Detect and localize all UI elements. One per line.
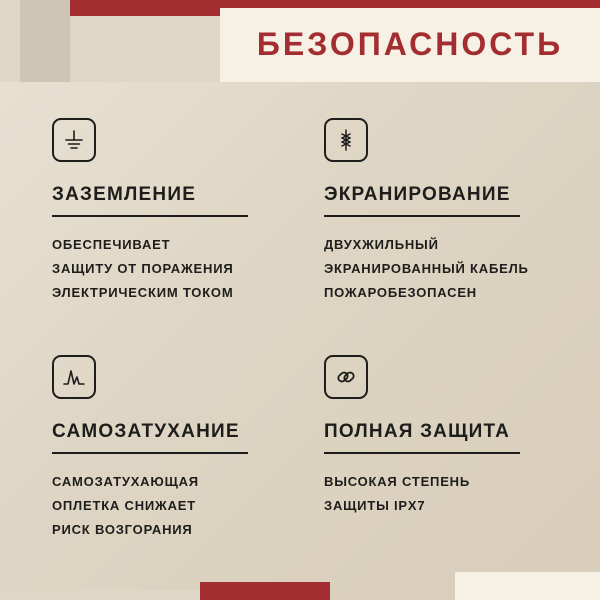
grounding-icon	[52, 118, 96, 162]
feature-description	[324, 470, 550, 518]
full-protection-icon	[324, 355, 368, 399]
feature-line: ЗАЩИТЫ IPX7	[324, 498, 426, 514]
feature-line: ДВУХЖИЛЬНЫЙ	[324, 237, 439, 252]
feature-line: ПОЖАРОБЕЗОПАСЕН	[324, 285, 477, 301]
feature-description	[52, 470, 314, 542]
feature-card-self-extinguishing	[52, 355, 324, 542]
title-band	[220, 0, 600, 82]
feature-line: ОБЕСПЕЧИВАЕТ	[52, 237, 171, 252]
feature-card-grounding	[52, 118, 324, 305]
feature-title: ЗАЗЕМЛЕНИЕ	[52, 184, 248, 217]
feature-description	[52, 233, 314, 305]
decor-top-grey-block	[70, 16, 220, 82]
feature-card-full-protection	[324, 355, 560, 542]
decor-top-left-strip	[0, 0, 20, 82]
decor-bottom-red-bar	[200, 582, 330, 600]
decor-bottom-light-block	[455, 572, 600, 600]
feature-line: ОПЛЕТКА СНИЖАЕТ	[52, 498, 196, 514]
feature-line: ВЫСОКАЯ СТЕПЕНЬ	[324, 474, 470, 490]
feature-line: РИСК ВОЗГОРАНИЯ	[52, 522, 193, 538]
feature-line: САМОЗАТУХАЮЩАЯ	[52, 474, 199, 490]
feature-card-shielding	[324, 118, 560, 305]
feature-title: САМОЗАТУХАНИЕ	[52, 421, 248, 454]
self-extinguishing-icon	[52, 355, 96, 399]
page-title: БЕЗОПАСНОСТЬ	[256, 25, 564, 62]
decor-bottom-strip	[0, 590, 200, 600]
feature-title: ПОЛНАЯ ЗАЩИТА	[324, 421, 520, 454]
shielding-icon	[324, 118, 368, 162]
feature-line: ЗАЩИТУ ОТ ПОРАЖЕНИЯ	[52, 261, 234, 277]
feature-line: ЭКРАНИРОВАННЫЙ КАБЕЛЬ	[324, 261, 529, 277]
decor-top-red-bar	[70, 0, 220, 16]
feature-title: ЭКРАНИРОВАНИЕ	[324, 184, 520, 217]
title-band-red-rule	[220, 0, 600, 8]
feature-line: ЭЛЕКТРИЧЕСКИМ ТОКОМ	[52, 285, 234, 301]
feature-grid	[52, 118, 560, 542]
feature-description	[324, 233, 550, 305]
